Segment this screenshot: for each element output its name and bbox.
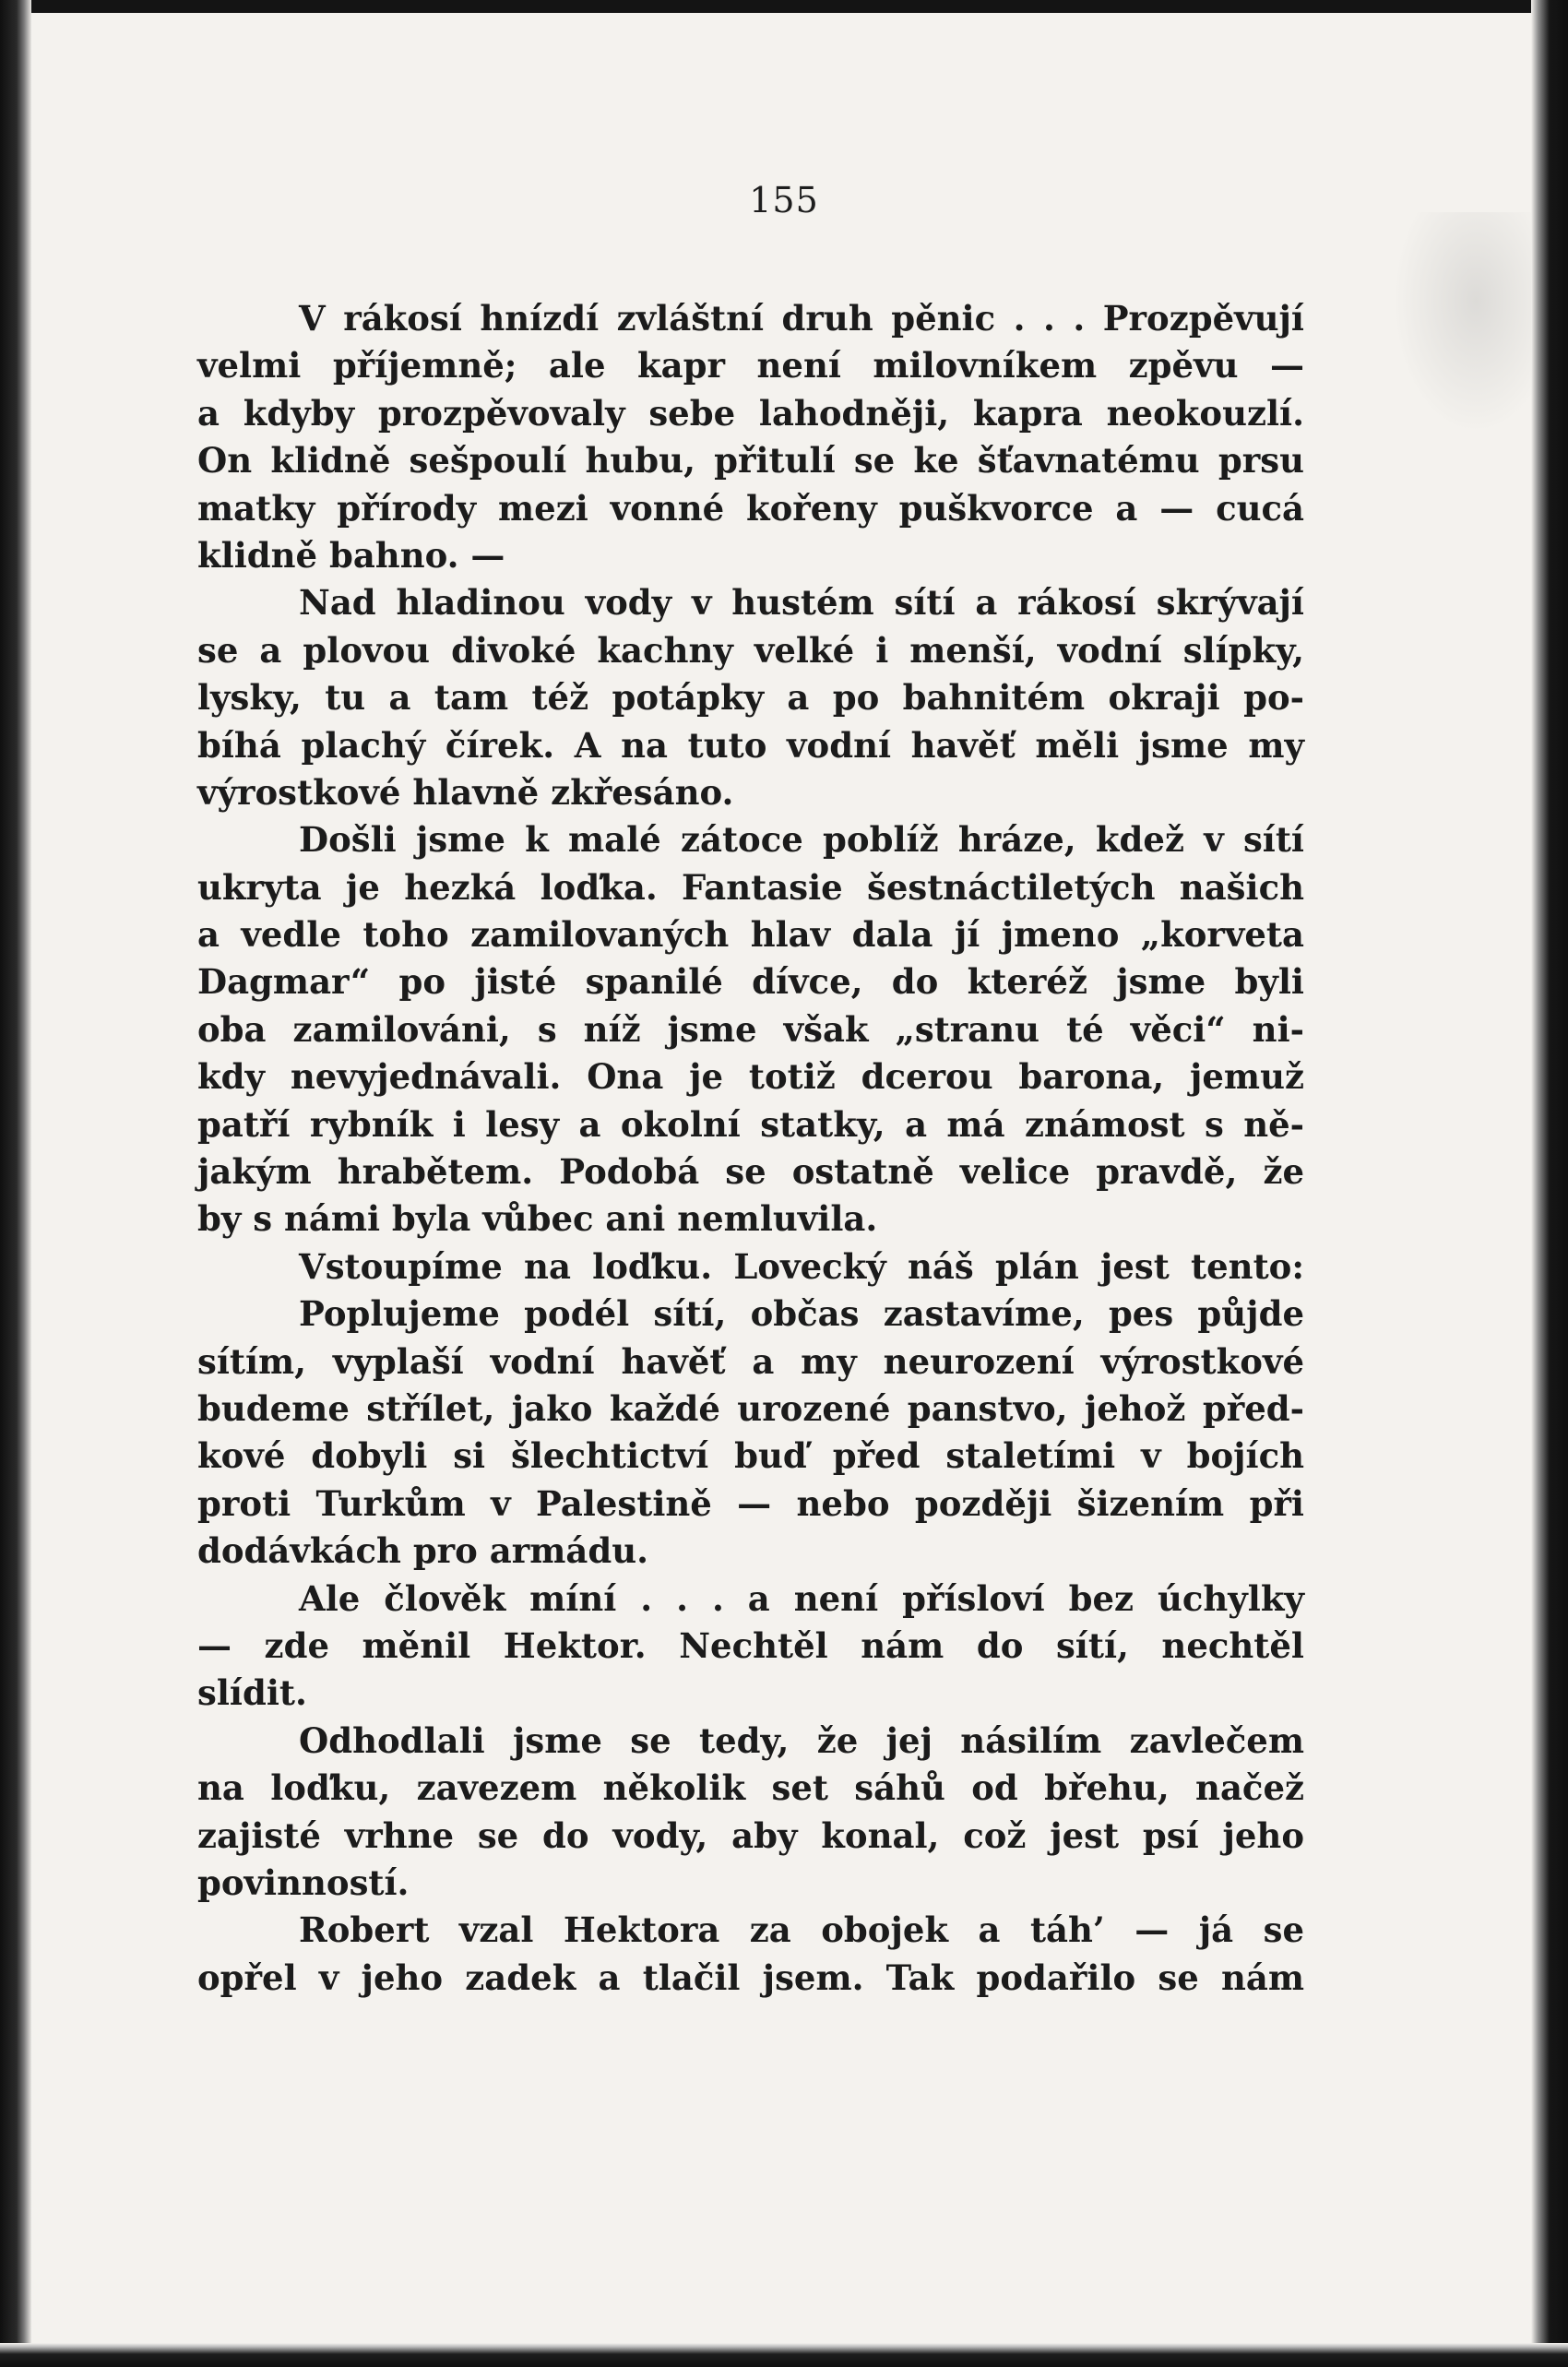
- text-line: proti Turkům v Palestině — nebo později šizením při: [197, 1482, 1304, 1524]
- text-line: opřel v jeho zadek a tlačil jsem. Tak podařilo se nám: [197, 1957, 1304, 1998]
- text-line: Došli jsme k malé zátoce poblíž hráze, kdež v sítí: [299, 819, 1304, 861]
- text-line: bíhá plachý čírek. A na tuto vodní havěť měli jsme my: [197, 724, 1304, 766]
- text-line: ukryta je hezká loďka. Fantasie šestnáctiletých našich: [197, 866, 1304, 908]
- scan-edge-left: [0, 0, 31, 2367]
- text-line: velmi příjemně; ale kapr není milovníkem zpěvu —: [197, 345, 1304, 387]
- text-line: Vstoupíme na loďku. Lovecký náš plán jest tento:: [299, 1245, 1304, 1287]
- text-line: povinností.: [197, 1861, 410, 1903]
- text-line: kdy nevyjednávali. Ona je totiž dcerou barona, jemuž: [197, 1056, 1304, 1098]
- scan-smudge: [1393, 212, 1531, 434]
- text-line: dodávkách pro armádu.: [197, 1530, 648, 1572]
- text-line: slídit.: [197, 1672, 307, 1714]
- body-text: [197, 295, 1304, 2002]
- text-line: Odhodlali jsme se tedy, že jej násilím zavlečem: [299, 1719, 1304, 1761]
- text-line: klidně bahno. —: [197, 534, 505, 576]
- text-line: Nad hladinou vody v hustém sítí a rákosí skrývají: [299, 582, 1304, 624]
- text-line: a kdyby prozpěvovaly sebe lahodněji, kapra neokouzlí.: [197, 392, 1304, 434]
- text-line: kové dobyli si šlechtictví buď před staletími v bojích: [197, 1435, 1304, 1477]
- scan-edge-bottom: [0, 2343, 1568, 2367]
- text-line: se a plovou divoké kachny velké i menší, vodní slípky,: [197, 629, 1304, 671]
- text-line: zajisté vrhne se do vody, aby konal, což jest psí jeho: [197, 1814, 1304, 1856]
- text-line: Dagmar“ po jisté spanilé dívce, do kteréž jsme byli: [197, 961, 1304, 1003]
- text-line: Robert vzal Hektora za obojek a táh’ — já se: [299, 1909, 1304, 1951]
- text-line: — zde měnil Hektor. Nechtěl nám do sítí, nechtěl: [197, 1624, 1304, 1666]
- scan-edge-top: [0, 0, 1568, 13]
- text-line: oba zamilováni, s níž jsme však „stranu té věci“ ni-: [197, 1008, 1304, 1050]
- text-line: na loďku, zavezem několik set sáhů od břehu, načež: [197, 1767, 1304, 1809]
- text-line: On klidně sešpoulí hubu, přitulí se ke šťavnatému prsu: [197, 440, 1304, 482]
- text-line: matky přírody mezi vonné kořeny puškvorce a — cucá: [197, 487, 1304, 529]
- scan-edge-right: [1531, 0, 1568, 2367]
- page-number: 155: [749, 180, 819, 220]
- text-line: a vedle toho zamilovaných hlav dala jí jmeno „korveta: [197, 914, 1304, 956]
- text-line: Poplujeme podél sítí, občas zastavíme, pes půjde: [299, 1293, 1304, 1335]
- text-line: V rákosí hnízdí zvláštní druh pěnic . . . Prozpěvují: [299, 298, 1304, 339]
- text-line: Ale člověk míní . . . a není přísloví bez úchylky: [299, 1577, 1304, 1619]
- text-line: jakým hrabětem. Podobá se ostatně velice pravdě, že: [197, 1151, 1304, 1193]
- text-line: patří rybník i lesy a okolní statky, a má známost s ně-: [197, 1103, 1304, 1145]
- text-line: budeme střílet, jako každé urozené panstvo, jehož před-: [197, 1387, 1304, 1429]
- text-line: sítím, vyplaší vodní havěť a my neurození výrostkové: [197, 1340, 1304, 1382]
- text-line: by s námi byla vůbec ani nemluvila.: [197, 1198, 878, 1240]
- text-line: výrostkové hlavně zkřesáno.: [197, 771, 734, 813]
- text-line: lysky, tu a tam též potápky a po bahnitém okraji po-: [197, 677, 1304, 719]
